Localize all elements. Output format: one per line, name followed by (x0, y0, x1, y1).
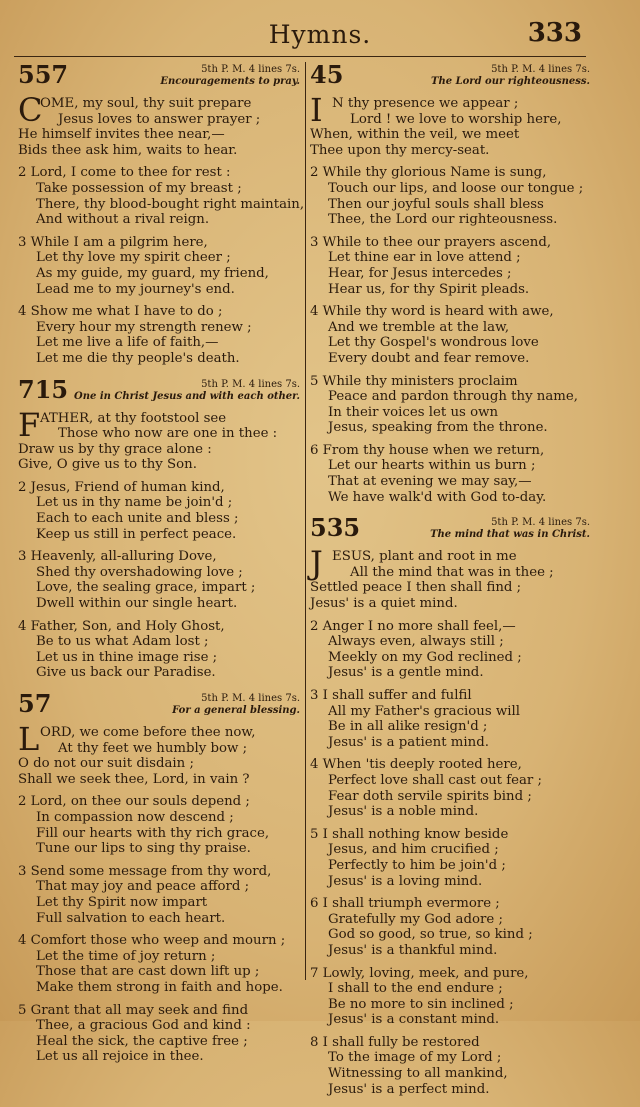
hymn-meter: 5th P. M. 4 lines 7s. (201, 378, 300, 390)
verse-line: 3 Heavenly, all-alluring Dove, (18, 549, 217, 565)
stanza (310, 1035, 590, 1097)
drop-capital: F (18, 405, 41, 444)
verse-line: Hear us, for thy Spirit pleads. (328, 281, 530, 297)
stanza (18, 549, 300, 611)
verse-line: Then our joyful souls shall bless (328, 196, 544, 212)
hymn-meter: 5th P. M. 4 lines 7s. (491, 517, 590, 529)
verse-line: 4 While thy word is heard with awe, (310, 304, 554, 320)
verse-line: Let our hearts within us burn ; (328, 458, 536, 474)
verse-line: Draw us by thy grace alone : (18, 441, 212, 457)
stanza (310, 688, 590, 750)
verse-line: Peace and pardon through thy name, (328, 389, 578, 405)
stanza (310, 757, 590, 819)
stanza (18, 864, 300, 926)
verse-line: Those who now are one in thee : (58, 426, 278, 442)
verse-line: Dwell within our single heart. (36, 596, 238, 612)
hymn-header (310, 515, 590, 549)
verse-line: Let thine ear in love attend ; (328, 250, 521, 266)
hymn-subject: One in Christ Jesus and with each other. (74, 390, 300, 402)
stanza (18, 235, 300, 297)
stanza (310, 374, 590, 436)
verse-line: 2 While thy glorious Name is sung, (310, 165, 547, 181)
page-number: 333 (527, 18, 582, 48)
stanza (18, 405, 300, 473)
stanza (310, 165, 590, 227)
hymn-header (18, 691, 300, 725)
left-column (18, 60, 305, 1075)
hymn-subject: Encouragements to pray. (160, 76, 300, 87)
verse-line: Let me die thy people's death. (36, 350, 240, 366)
verse-line: N thy presence we appear ; (332, 96, 519, 111)
verse-line: Jesus loves to answer prayer ; (58, 111, 261, 127)
verse-line: Jesus, speaking from the throne. (328, 420, 548, 436)
verse-line: Jesus' is a gentle mind. (328, 665, 484, 681)
verse-line: Let us in thy name be join'd ; (36, 495, 233, 511)
verse-line: Fear doth servile spirits bind ; (328, 788, 532, 804)
verse-line: ATHER, at thy footstool see (40, 410, 227, 426)
verse-line: 5 While thy ministers proclaim (310, 373, 518, 389)
verse-line: 7 Lowly, loving, meek, and pure, (310, 965, 529, 981)
verse-line: Tune our lips to sing thy praise. (36, 841, 251, 857)
verse-line: I shall to the end endure ; (328, 981, 503, 997)
verse-line: That at evening we may say,— (328, 474, 532, 490)
hymn-subject: The mind that was in Christ. (430, 529, 590, 541)
hymn (18, 374, 300, 682)
column-divider (305, 62, 306, 980)
stanza (18, 1003, 300, 1065)
verse-line: 5 Grant that all may seek and find (18, 1002, 249, 1018)
stanza (310, 91, 590, 158)
verse-line: Make them strong in faith and hope. (36, 979, 283, 995)
hymn-meter: 5th P. M. 4 lines 7s. (201, 64, 300, 75)
verse-line: 4 Comfort those who weep and mourn ; (18, 933, 286, 949)
hymn-subject: For a general blessing. (172, 705, 300, 716)
verse-line: 8 I shall fully be restored (310, 1034, 480, 1050)
verse-line: Perfect love shall cast out fear ; (328, 772, 542, 788)
stanza (18, 304, 300, 366)
stanza (310, 827, 590, 889)
verse-line: That may joy and peace afford ; (36, 879, 250, 895)
verse-line: Be no more to sin inclined ; (328, 996, 514, 1012)
verse-line: All my Father's gracious will (328, 703, 521, 719)
hymn-meter: 5th P. M. 4 lines 7s. (201, 693, 300, 704)
verse-line: Let us all rejoice in thee. (36, 1049, 204, 1065)
verse-line: Shall we seek thee, Lord, in vain ? (18, 771, 250, 787)
verse-line: Jesus' is a constant mind. (328, 1012, 500, 1028)
verse-line: Perfectly to him be join'd ; (328, 857, 506, 873)
verse-line: Heal the sick, the captive free ; (36, 1033, 248, 1049)
verse-line: 3 I shall suffer and fulfil (310, 688, 472, 703)
verse-line: As my guide, my guard, my friend, (36, 265, 269, 281)
verse-line: 2 Lord, on thee our souls depend ; (18, 794, 250, 810)
hymn-subject: The Lord our righteousness. (431, 76, 590, 87)
verse-line: 2 Lord, I come to thee for rest : (18, 165, 231, 181)
verse-line: Jesus, and him crucified ; (328, 842, 499, 858)
verse-line: Be in all alike resign'd ; (328, 719, 488, 735)
verse-line: Lead me to my journey's end. (36, 281, 235, 297)
verse-line: Hear, for Jesus intercedes ; (328, 265, 512, 281)
stanza (18, 91, 300, 158)
verse-line: Touch our lips, and loose our tongue ; (328, 180, 584, 196)
verse-line: 5 I shall nothing know beside (310, 826, 509, 842)
hymn (18, 60, 305, 367)
hymn (18, 691, 300, 1065)
verse-line: 2 Anger I no more shall feel,— (310, 618, 516, 634)
verse-line: Give us back our Paradise. (36, 665, 216, 681)
verse-line: Every doubt and fear remove. (328, 350, 530, 366)
stanza (310, 304, 590, 366)
hymn-number: 557 (18, 60, 69, 89)
stanza (310, 544, 590, 612)
verse-line: Take possession of my breast ; (36, 180, 242, 196)
verse-line: 3 While I am a pilgrim here, (18, 234, 208, 250)
hymn-header (18, 62, 300, 96)
verse-line: Jesus' is a patient mind. (328, 734, 489, 750)
verse-line: God so good, so true, so kind ; (328, 927, 533, 943)
verse-line: To the image of my Lord ; (328, 1050, 502, 1066)
stanza (310, 619, 590, 681)
page-header (0, 0, 640, 52)
verse-line: Settled peace I then shall find ; (310, 580, 522, 596)
verse-line: Let thy love my spirit cheer ; (36, 250, 231, 266)
hymn (310, 515, 590, 1097)
verse-line: Fill our hearts with thy rich grace, (36, 825, 270, 841)
verse-line: Jesus' is a quiet mind. (310, 596, 458, 612)
drop-capital: L (18, 720, 40, 758)
verse-line: Witnessing to all mankind, (328, 1066, 508, 1082)
verse-line: Each to each unite and bless ; (36, 511, 239, 527)
verse-line: Be to us what Adam lost ; (36, 634, 209, 650)
stanza (18, 165, 305, 228)
verse-line: 4 Show me what I have to do ; (18, 304, 223, 320)
verse-line: In compassion now descend ; (36, 809, 234, 825)
verse-line: Let thy Gospel's wondrous love (328, 335, 539, 351)
verse-line: 6 From thy house when we return, (310, 442, 545, 458)
verse-line: O do not our suit disdain ; (18, 756, 194, 772)
verse-line: 2 Jesus, Friend of human kind, (18, 479, 225, 495)
verse-line: In their voices let us own (328, 404, 499, 420)
verse-line: 4 Father, Son, and Holy Ghost, (18, 618, 225, 634)
drop-capital: I (310, 91, 323, 129)
verse-line: He himself invites thee near,— (18, 127, 225, 143)
hymn (310, 62, 590, 505)
verse-line: Let me live a life of faith,— (36, 335, 219, 351)
verse-line: Meekly on my God reclined ; (328, 649, 522, 665)
verse-line: When, within the veil, we meet (310, 127, 520, 143)
verse-line: And we tremble at the law, (328, 319, 510, 335)
verse-line: Thee, a gracious God and kind : (36, 1018, 251, 1034)
page-title: Hymns. (268, 20, 372, 49)
verse-line: Love, the sealing grace, impart ; (36, 580, 256, 596)
verse-line: Those that are cast down lift up ; (36, 964, 260, 980)
verse-line: 3 Send some message from thy word, (18, 863, 272, 879)
verse-line: Thee upon thy mercy-seat. (310, 142, 490, 158)
verse-line: Always even, always still ; (328, 634, 504, 650)
verse-line: Jesus' is a noble mind. (328, 804, 479, 820)
hymn-number: 57 (18, 689, 52, 718)
verse-line: Jesus' is a loving mind. (328, 873, 483, 889)
verse-line: Full salvation to each heart. (36, 910, 226, 926)
hymn-header (18, 374, 300, 411)
verse-line: There, thy blood-bought right maintain, (36, 196, 305, 212)
stanza (18, 933, 300, 995)
hymn-number: 45 (310, 60, 344, 89)
verse-line: 4 When 'tis deeply rooted here, (310, 757, 522, 773)
verse-line: Let the time of joy return ; (36, 948, 216, 964)
verse-line: OME, my soul, thy suit prepare (40, 96, 252, 111)
verse-line: Every hour my strength renew ; (36, 319, 252, 335)
verse-line: Gratefully my God adore ; (328, 911, 503, 927)
verse-line: Jesus' is a perfect mind. (328, 1081, 490, 1097)
stanza (310, 443, 590, 505)
verse-line: 3 While to thee our prayers ascend, (310, 234, 552, 250)
stanza (310, 966, 590, 1028)
drop-capital: C (18, 91, 43, 129)
right-column (310, 62, 590, 1107)
drop-capital: J (310, 544, 323, 583)
hymn-meter: 5th P. M. 4 lines 7s. (491, 64, 590, 75)
hymn-header (310, 62, 590, 96)
verse-line: Lord ! we love to worship here, (350, 111, 562, 127)
verse-line: We have walk'd with God to-day. (328, 489, 547, 505)
stanza (18, 619, 300, 681)
stanza (18, 794, 300, 856)
hymn-number: 715 (18, 374, 69, 404)
verse-line: And without a rival reign. (36, 212, 210, 228)
stanza (310, 235, 590, 297)
stanza (310, 896, 590, 958)
verse-line: Shed thy overshadowing love ; (36, 564, 243, 580)
verse-line: 6 I shall triumph evermore ; (310, 896, 500, 912)
verse-line: Thee, the Lord our righteousness. (328, 212, 558, 228)
verse-line: Let thy Spirit now impart (36, 894, 208, 910)
hymn-number: 535 (310, 513, 361, 543)
verse-line: At thy feet we humbly bow ; (58, 740, 248, 756)
verse-line: Keep us still in perfect peace. (36, 526, 237, 542)
verse-line: ESUS, plant and root in me (332, 549, 517, 565)
verse-line: All the mind that was in thee ; (350, 564, 554, 580)
stanza (18, 480, 300, 542)
verse-line: Bids thee ask him, waits to hear. (18, 142, 238, 158)
stanza (18, 720, 300, 787)
verse-line: Jesus' is a thankful mind. (328, 942, 498, 958)
header-rule (14, 56, 586, 57)
verse-line: Give, O give us to thy Son. (18, 457, 197, 473)
verse-line: ORD, we come before thee now, (40, 725, 256, 740)
verse-line: Let us in thine image rise ; (36, 649, 218, 665)
